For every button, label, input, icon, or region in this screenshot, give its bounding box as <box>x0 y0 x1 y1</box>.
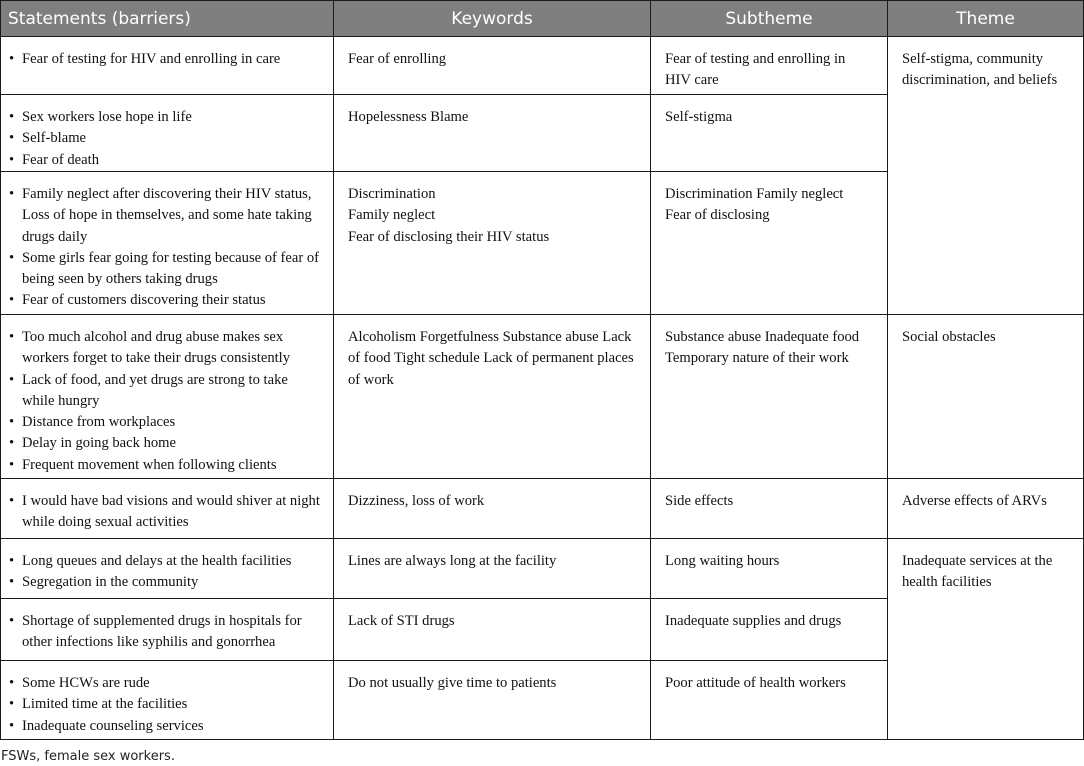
keywords-cell <box>334 599 651 661</box>
statement-item: • Self-blame <box>22 128 323 149</box>
keyword-line: Family neglect <box>348 207 436 224</box>
keywords-cell <box>334 315 651 479</box>
table-row <box>1 479 1084 539</box>
statement-item: • Lack of food, and yet drugs are strong to take while hungry <box>22 370 323 413</box>
statement-item: • Frequent movement when following clients <box>22 455 323 476</box>
theme-cell: Social obstacles <box>888 315 1084 479</box>
keyword-line: Lines are always long at the facility <box>348 553 557 569</box>
statement-item: • Family neglect after discovering their HIV status, Loss of hope in themselves, and some hate taking drugs daily <box>22 184 323 248</box>
subtheme-cell <box>651 661 888 740</box>
subtheme-line: Self-stigma <box>665 109 733 125</box>
statements-cell <box>1 599 334 661</box>
subtheme-line: Poor attitude of health workers <box>665 675 846 691</box>
statement-item: • Limited time at the facilities <box>22 694 323 715</box>
keyword-line: Fear of disclosing their HIV status <box>348 228 550 245</box>
statements-cell <box>1 479 334 539</box>
table-row <box>1 37 1084 95</box>
subtheme-cell <box>651 37 888 95</box>
header-keywords: Keywords <box>334 1 651 37</box>
statement-item: • I would have bad visions and would shiver at night while doing sexual activities <box>22 491 323 534</box>
subtheme-line: Inadequate supplies and drugs <box>665 613 842 629</box>
statement-item: • Fear of death <box>22 150 323 171</box>
subtheme-line: Fear of testing and enrolling in HIV care <box>665 51 846 89</box>
keywords-cell <box>334 95 651 172</box>
statement-item: • Long queues and delays at the health facilities <box>22 551 323 572</box>
statement-item: • Some girls fear going for testing because of fear of being seen by others taking drugs <box>22 248 323 291</box>
header-statements: Statements (barriers) <box>1 1 334 37</box>
keywords-cell <box>334 479 651 539</box>
subtheme-cell <box>651 172 888 315</box>
statement-item: • Inadequate counseling services <box>22 716 323 737</box>
subtheme-line: Discrimination Family neglect <box>665 186 844 202</box>
statements-cell <box>1 37 334 95</box>
header-row <box>1 1 1084 37</box>
theme-cell: Inadequate services at the health facilities <box>888 539 1084 740</box>
header-subtheme: Subtheme <box>651 1 888 37</box>
keyword-line: Fear of enrolling <box>348 51 447 67</box>
keyword-line: Alcoholism Forgetfulness Substance abuse Lack of food Tight schedule Lack of permanent places of work <box>348 329 634 388</box>
statements-cell <box>1 95 334 172</box>
keyword-line: Do not usually give time to patients <box>348 675 557 691</box>
keyword-line: Dizziness, loss of work <box>348 493 485 509</box>
keywords-cell <box>334 661 651 740</box>
subtheme-cell <box>651 315 888 479</box>
header-theme: Theme <box>888 1 1084 37</box>
keywords-cell <box>334 539 651 599</box>
keyword-line: Hopelessness Blame <box>348 109 469 125</box>
subtheme-line: Substance abuse Inadequate food Temporary nature of their work <box>665 329 860 367</box>
subtheme-cell <box>651 95 888 172</box>
table-footnote: FSWs, female sex workers. <box>1 749 175 764</box>
theme-cell: Adverse effects of ARVs <box>888 479 1084 539</box>
subtheme-cell <box>651 599 888 661</box>
table-row <box>1 539 1084 599</box>
subtheme-cell <box>651 539 888 599</box>
statement-item: • Delay in going back home <box>22 433 323 454</box>
statement-item: • Fear of testing for HIV and enrolling in care <box>22 49 323 70</box>
subtheme-line: Side effects <box>665 493 734 509</box>
statements-cell <box>1 172 334 315</box>
statement-item: • Sex workers lose hope in life <box>22 107 323 128</box>
statement-item: • Too much alcohol and drug abuse makes sex workers forget to take their drugs consistently <box>22 327 323 370</box>
statements-cell <box>1 539 334 599</box>
theme-cell: Self-stigma, community discrimination, and beliefs <box>888 37 1084 315</box>
statement-item: • Shortage of supplemented drugs in hospitals for other infections like syphilis and gonorrhea <box>22 611 323 654</box>
keywords-cell <box>334 172 651 315</box>
subtheme-line: Fear of disclosing <box>665 207 770 224</box>
statement-item: • Segregation in the community <box>22 572 323 593</box>
keywords-cell <box>334 37 651 95</box>
statements-cell <box>1 315 334 479</box>
keyword-line: Lack of STI drugs <box>348 613 455 629</box>
subtheme-cell <box>651 479 888 539</box>
keyword-line: Discrimination <box>348 186 436 202</box>
table-row <box>1 315 1084 479</box>
statements-cell <box>1 661 334 740</box>
statement-item: • Some HCWs are rude <box>22 673 323 694</box>
subtheme-line: Long waiting hours <box>665 553 780 569</box>
statement-item: • Distance from workplaces <box>22 412 323 433</box>
statement-item: • Fear of customers discovering their status <box>22 290 323 311</box>
